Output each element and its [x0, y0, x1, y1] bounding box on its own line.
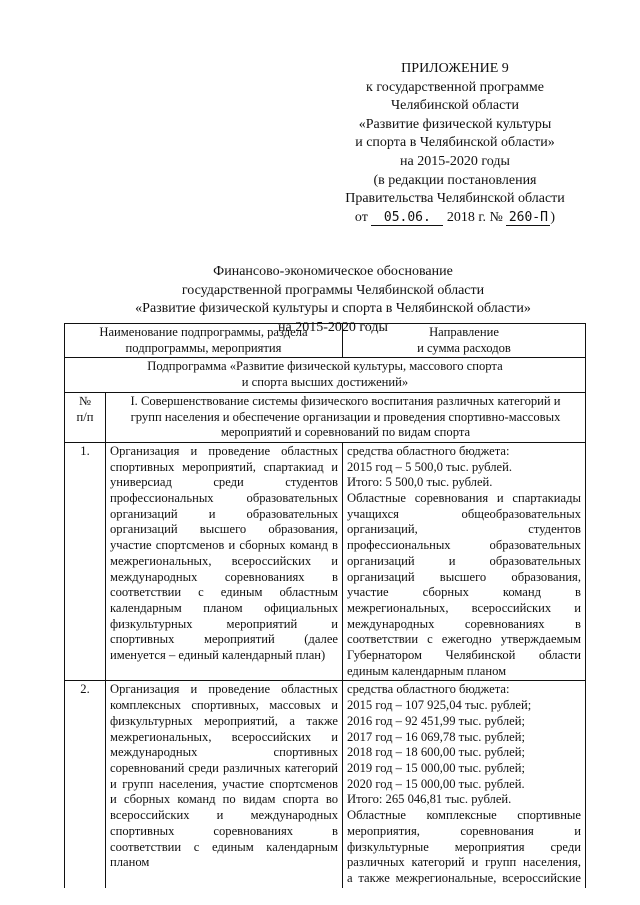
date-prefix: от — [354, 209, 368, 225]
subprogram-row — [65, 358, 586, 392]
table-header-row — [65, 324, 586, 358]
section-row — [65, 392, 586, 442]
header-direction-column: Направление и сумма расходов — [343, 324, 586, 358]
section-number-header: № п/п — [65, 392, 106, 442]
appendix-line: Челябинской области — [391, 98, 519, 114]
title-line: Финансово-экономическое обоснование — [213, 264, 453, 279]
expense-direction: средства областного бюджета: 2015 год – 107 925,04 тыс. рублей; 2016 год – 92 451,99 тыс. рублей; 2017 год – 16 069,78 тыс. рублей; 2018 год – 18 600,00 тыс. рублей; 2019 год – 15 000,00 тыс. рублей; 2020 год – 15 000,00 тыс. рублей. Итого: 265 046,81 тыс. рублей. Областные комплексные спортивные мероприятия, соревнования и физкультурные мероприятия среди различных категорий и групп населения, а также межрегиональные, всероссийские — [343, 681, 586, 888]
appendix-line: и спорта в Челябинской области» — [355, 135, 555, 151]
appendix-line: к государственной программе — [366, 79, 544, 95]
title-line: на 2015-2020 годы — [278, 319, 388, 335]
row-number: 1. — [65, 442, 106, 681]
date-field: 05.06. — [371, 210, 443, 226]
resolution-number-field: 260-П — [506, 210, 550, 226]
close-paren: ) — [550, 209, 556, 225]
subprogram-title: Подпрограмма «Развитие физической культуры, массового спорта и спорта высших достижений» — [65, 358, 586, 392]
year-text: 2018 г. № — [446, 209, 503, 225]
resolution-date-line — [330, 209, 580, 228]
appendix-line: «Развитие физической культуры — [358, 116, 552, 132]
row-number: 2. — [65, 681, 106, 888]
activity-name: Организация и проведение областных спортивных мероприятий, спартакиад и универсиад среди студентов профессиональных образовательных организаций и образовательных организаций высшего образования, участие спортсменов и сборных команд в межрегиональных, всероссийских и международных соревнованиях в соответствии с единым областным календарным планом официальных физкультурных мероприятий и спортивных мероприятий (далее именуется – единый календарный план) — [106, 442, 343, 681]
appendix-line: на 2015-2020 годы — [400, 153, 510, 169]
title-line: государственной программы Челябинской области — [181, 282, 485, 298]
title-line: «Развитие физической культуры и спорта в Челябинской области» — [135, 301, 531, 316]
financial-table — [64, 323, 586, 888]
activity-name: Организация и проведение областных комплексных спортивных, массовых и физкультурных мероприятий, а также межрегиональных, всероссийских и международных спортивных соревнований среди различных категорий и групп населения, участие спортсменов и сборных команд по видам спорта во всероссийских и международных спортивных соревнованиях в соответствии с единым календарным планом — [106, 681, 343, 888]
appendix-line: ПРИЛОЖЕНИЕ 9 — [401, 61, 509, 76]
appendix-line: (в редакции постановления — [373, 172, 537, 188]
table-row — [65, 442, 586, 681]
expense-direction: средства областного бюджета: 2015 год – 5 500,0 тыс. рублей. Итого: 5 500,0 тыс. рублей. Областные соревнования и спартакиады учащихся общеобразовательных организаций, студентов профессиональных образовательных организаций и образовательных организаций высшего образования, участие сборных команд в межрегиональных, всероссийских и международных соревнованиях в соответствии с ежегодно утверждаемым Губернатором Челябинской области единым календарным планом — [343, 442, 586, 681]
section-title: I. Совершенствование системы физического воспитания различных категорий и групп населения и обеспечение организации и проведения спортивно-массовых мероприятий и соревнований по видам спорта — [106, 392, 586, 442]
appendix-line: Правительства Челябинской области — [345, 191, 565, 207]
header-name-column: Наименование подпрограммы, раздела подпрограммы, мероприятия — [65, 324, 343, 358]
appendix-header — [330, 60, 580, 227]
table-row — [65, 681, 586, 888]
